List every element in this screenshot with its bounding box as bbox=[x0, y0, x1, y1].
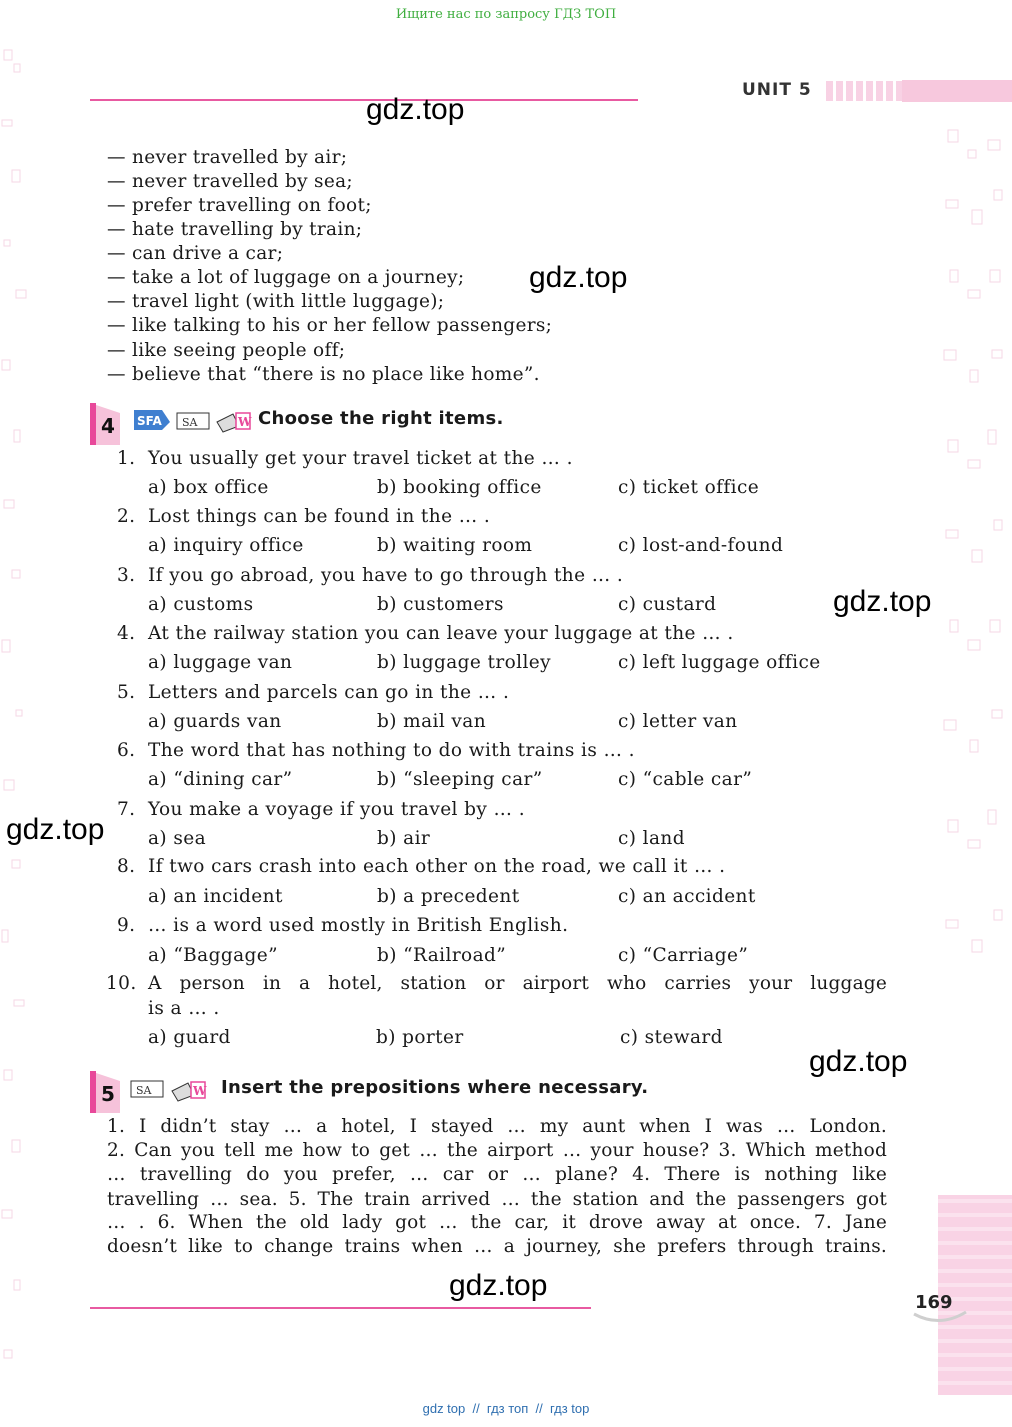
option-b: b) luggage trolley bbox=[377, 652, 552, 673]
option-c: c) lost-and-found bbox=[618, 535, 784, 556]
question-text: … is a word used mostly in British English. bbox=[148, 915, 569, 936]
unit-header-pattern bbox=[826, 81, 902, 101]
question-number: 4. bbox=[117, 623, 136, 644]
top-banner[interactable]: Ищите нас по запросу ГДЗ ТОП bbox=[395, 7, 617, 22]
option-c: c) land bbox=[618, 828, 685, 849]
paragraph-line: … . 6. When the old lady got … the car, it drove away at once. 7. Jane bbox=[107, 1212, 887, 1233]
option-a: a) guards van bbox=[148, 711, 282, 732]
option-c: c) left luggage office bbox=[618, 652, 821, 673]
option-c: c) an accident bbox=[618, 886, 756, 907]
top-divider bbox=[90, 99, 638, 101]
option-b: b) “Railroad” bbox=[377, 945, 507, 966]
option-a: a) box office bbox=[148, 477, 269, 498]
question-number: 7. bbox=[117, 799, 136, 820]
exercise-number: 5 bbox=[101, 1082, 115, 1106]
sfa-icon bbox=[132, 408, 172, 432]
right-margin-pattern bbox=[938, 120, 1012, 1040]
unit-header-bar bbox=[902, 80, 1012, 102]
footer-links[interactable]: gdz top // гдз топ // гдз top bbox=[422, 1401, 590, 1416]
option-a: a) luggage van bbox=[148, 652, 293, 673]
question-text: The word that has nothing to do with trains is … . bbox=[148, 740, 635, 761]
sfa-icon-label: SFA bbox=[137, 414, 162, 428]
list-item: — take a lot of luggage on a journey; bbox=[107, 267, 465, 288]
write-icon bbox=[215, 408, 253, 434]
option-b: b) a precedent bbox=[377, 886, 520, 907]
question-number: 10. bbox=[106, 973, 137, 994]
option-b: b) customers bbox=[377, 594, 504, 615]
list-item: — like seeing people off; bbox=[107, 340, 346, 361]
exercise-title: Insert the prepositions where necessary. bbox=[221, 1077, 649, 1098]
option-a: a) inquiry office bbox=[148, 535, 304, 556]
option-c: c) steward bbox=[620, 1027, 723, 1048]
option-b: b) waiting room bbox=[377, 535, 533, 556]
option-a: a) customs bbox=[148, 594, 254, 615]
list-item: — believe that “there is no place like home”. bbox=[107, 364, 540, 385]
exercise-number: 4 bbox=[101, 414, 115, 438]
page-number-swoosh bbox=[912, 1310, 968, 1328]
option-b: b) booking office bbox=[377, 477, 542, 498]
option-b: b) “sleeping car” bbox=[377, 769, 543, 790]
list-item: — hate travelling by train; bbox=[107, 219, 363, 240]
option-b: b) mail van bbox=[377, 711, 487, 732]
unit-label: UNIT 5 bbox=[742, 80, 812, 100]
question-text: If two cars crash into each other on the road, we call it … . bbox=[148, 856, 726, 877]
write-icon-label: W bbox=[193, 1084, 207, 1098]
question-text: You make a voyage if you travel by … . bbox=[148, 799, 525, 820]
sa-icon-label: SA bbox=[136, 1084, 152, 1097]
exercise-title: Choose the right items. bbox=[258, 408, 504, 429]
watermark: gdz.top bbox=[809, 1045, 908, 1078]
question-text: You usually get your travel ticket at the … . bbox=[148, 448, 573, 469]
question-number: 8. bbox=[117, 856, 136, 877]
paragraph-line: travelling … sea. 5. The train arrived … the station and the passengers got bbox=[107, 1189, 887, 1210]
question-text: At the railway station you can leave your luggage at the … . bbox=[148, 623, 734, 644]
option-a: a) “dining car” bbox=[148, 769, 293, 790]
paragraph-line: 1. I didn’t stay … a hotel, I stayed … my aunt when I was … London. bbox=[107, 1116, 887, 1137]
sa-icon bbox=[130, 1078, 164, 1100]
paragraph-line: 2. Can you tell me how to get … the airport … your house? 3. Which method bbox=[107, 1140, 887, 1161]
sa-icon bbox=[176, 410, 210, 432]
option-a: a) guard bbox=[148, 1027, 231, 1048]
question-text: Lost things can be found in the … . bbox=[148, 506, 491, 527]
question-number: 6. bbox=[117, 740, 136, 761]
question-text: A person in a hotel, station or airport who carries your luggage bbox=[148, 973, 887, 994]
watermark: gdz.top bbox=[529, 261, 628, 294]
question-number: 5. bbox=[117, 682, 136, 703]
option-c: c) “cable car” bbox=[618, 769, 753, 790]
question-text: If you go abroad, you have to go through the … . bbox=[148, 565, 624, 586]
list-item: — prefer travelling on foot; bbox=[107, 195, 372, 216]
list-item: — like talking to his or her fellow passengers; bbox=[107, 315, 553, 336]
question-text: Letters and parcels can go in the … . bbox=[148, 682, 510, 703]
option-a: a) sea bbox=[148, 828, 206, 849]
option-c: c) custard bbox=[618, 594, 717, 615]
write-icon bbox=[170, 1077, 208, 1103]
option-b: b) porter bbox=[376, 1027, 464, 1048]
page-number: 169 bbox=[915, 1292, 953, 1313]
question-text-continued: is a … . bbox=[148, 998, 220, 1019]
question-number: 2. bbox=[117, 506, 136, 527]
list-item: — can drive a car; bbox=[107, 243, 284, 264]
watermark: gdz.top bbox=[833, 585, 932, 618]
paragraph-line: doesn’t like to change trains when … a journey, she prefers through trains. bbox=[107, 1236, 887, 1257]
list-item: — travel light (with little luggage); bbox=[107, 291, 445, 312]
write-icon-label: W bbox=[238, 415, 252, 429]
option-c: c) letter van bbox=[618, 711, 738, 732]
watermark: gdz.top bbox=[449, 1269, 548, 1302]
list-item: — never travelled by sea; bbox=[107, 171, 353, 192]
option-c: c) “Carriage” bbox=[618, 945, 749, 966]
watermark: gdz.top bbox=[6, 813, 105, 846]
question-number: 1. bbox=[117, 448, 136, 469]
watermark: gdz.top bbox=[366, 93, 465, 126]
option-a: a) an incident bbox=[148, 886, 283, 907]
question-number: 3. bbox=[117, 565, 136, 586]
bottom-divider bbox=[90, 1307, 591, 1309]
sa-icon-label: SA bbox=[182, 416, 198, 429]
option-c: c) ticket office bbox=[618, 477, 760, 498]
option-b: b) air bbox=[377, 828, 431, 849]
question-number: 9. bbox=[117, 915, 136, 936]
option-a: a) “Baggage” bbox=[148, 945, 278, 966]
paragraph-line: … travelling do you prefer, … car or … plane? 4. There is nothing like bbox=[107, 1164, 887, 1185]
list-item: — never travelled by air; bbox=[107, 147, 348, 168]
left-margin-pattern bbox=[0, 30, 32, 1390]
